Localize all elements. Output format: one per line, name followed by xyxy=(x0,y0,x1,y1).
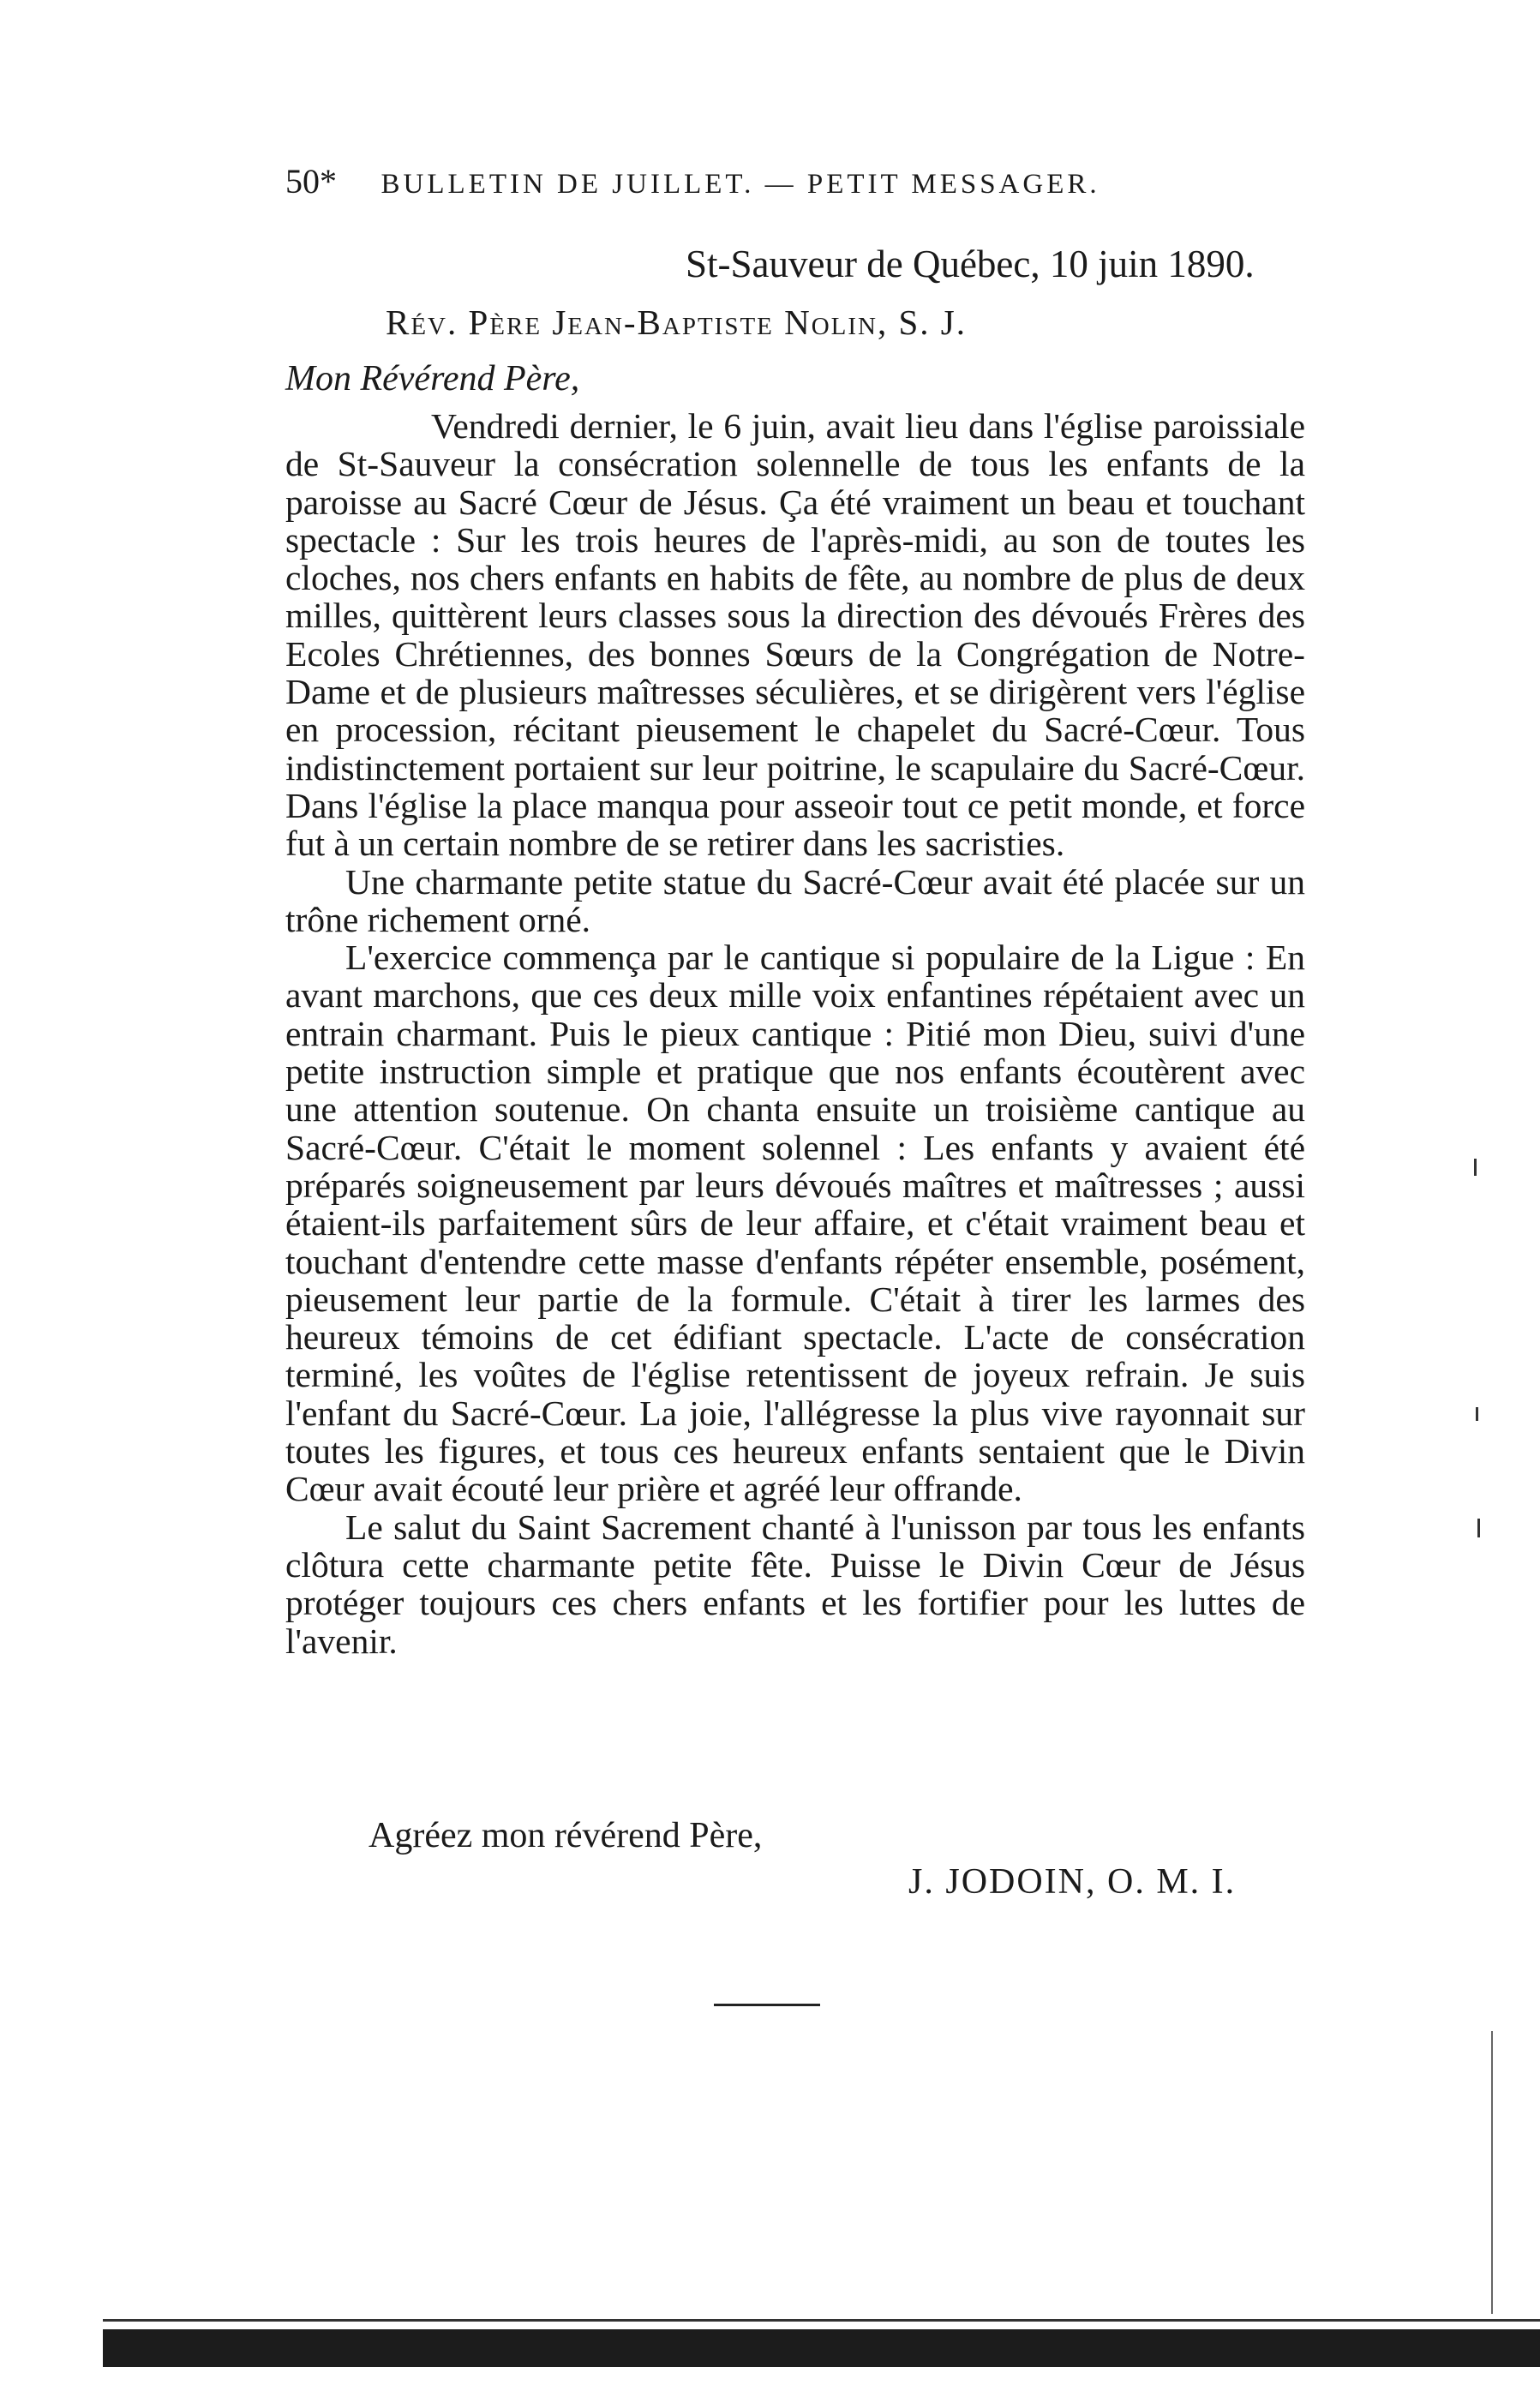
letter-paragraph: Vendredi dernier, le 6 juin, avait lieu dans l'église paroissiale de St-Sauveur la consécration solennelle de tous les enfants de la paroisse au Sacré Cœur de Jésus. Ça été vraiment un beau et touchant spectacle : Sur les trois heures de l'après-midi, au son de toutes les cloches, nos chers enfants en habits de fête, au nombre de plus de deux milles, quittèrent leurs classes sous la direction des dévoués Frères des Ecoles Chrétiennes, des bonnes Sœurs de la Congrégation de Notre-Dame et de plusieurs maîtresses séculières, et se dirigèrent vers l'église en procession, récitant pieusement le chapelet du Sacré-Cœur. Tous indistinctement portaient sur leur poitrine, le scapulaire du Sacré-Cœur. Dans l'église la place manqua pour asseoir tout ce petit monde, et force fut à un certain nombre de se retirer dans les sacristies. xyxy=(285,406,1305,864)
letter-paragraph: L'exercice commença par le cantique si populaire de la Ligue : En avant marchons, que ces deux mille voix enfantines répétaient avec un entrain charmant. Puis le pieux cantique : Pitié mon Dieu, suivi d'une petite instruction simple et pratique que nos enfants écoutèrent avec une attention soutenue. On chanta ensuite un troisième cantique au Sacré-Cœur. C'était le moment solennel : Les enfants y avaient été préparés soigneusement par leurs dévoués maîtres et maîtresses ; aussi étaient-ils parfaitement sûrs de leur affaire, et c'était vraiment beau et touchant d'entendre cette masse d'enfants répéter ensemble, posément, pieusement leur partie de la formule. C'était à tirer les larmes des heureux témoins de cet édifiant spectacle. L'acte de consécration terminé, les voûtes de l'église retentissent de joyeux refrain. Je suis l'enfant du Sacré-Cœur. La joie, l'allégresse la plus vive rayonnait sur toutes les figures, et tous ces heureux enfants sentaient que le Divin Cœur avait écouté leur prière et agréé leur offrande. xyxy=(285,938,1305,1509)
margin-mark xyxy=(1476,1407,1478,1421)
margin-mark xyxy=(1491,2031,1493,2314)
letter-closing: Agréez mon révérend Père, xyxy=(369,1816,763,1855)
letter-body xyxy=(285,407,1305,1660)
running-header xyxy=(285,161,1314,201)
letter-paragraph: Le salut du Saint Sacrement chanté à l'unisson par tous les enfants clôtura cette charmante petite fête. Puisse le Divin Cœur de Jésus protéger toujours ces chers enfants et les fortifier pour les luttes de l'avenir. xyxy=(285,1507,1305,1661)
letter-dateline: St-Sauveur de Québec, 10 juin 1890. xyxy=(686,243,1255,285)
section-divider xyxy=(714,2004,820,2006)
running-title: BULLETIN DE JUILLET. — PETIT MESSAGER. xyxy=(381,169,1100,200)
margin-mark xyxy=(1474,1159,1477,1176)
scan-edge-bar xyxy=(103,2329,1540,2367)
scan-edge-line xyxy=(103,2319,1540,2322)
letter-addressee: Rév. Père Jean-Baptiste Nolin, S. J. xyxy=(386,303,968,342)
letter-signature: J. JODOIN, O. M. I. xyxy=(908,1862,1237,1902)
letter-paragraph: Une charmante petite statue du Sacré-Cœur avait été placée sur un trône richement orné. xyxy=(285,861,1305,939)
margin-mark xyxy=(1477,1519,1480,1537)
letter-salutation: Mon Révérend Père, xyxy=(285,359,580,398)
page-number: 50* xyxy=(285,162,337,201)
